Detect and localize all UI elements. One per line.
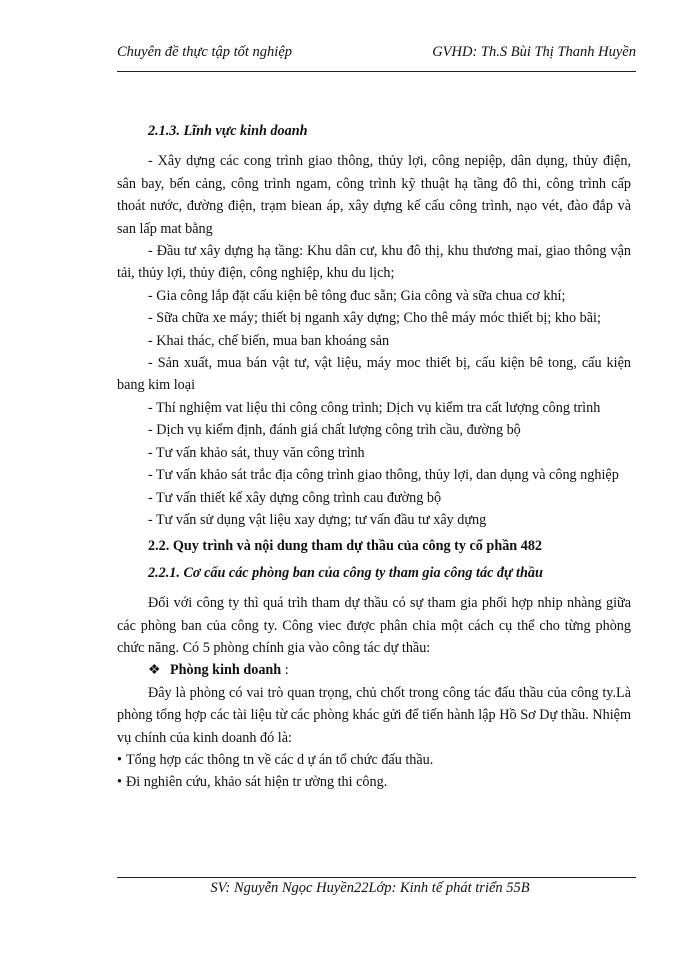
footer-divider (117, 877, 636, 878)
header-divider (117, 71, 636, 72)
intro-paragraph: Đối với công ty thì quá trìh tham dự thầu có sự tham gia phối hợp nhip nhàng giữa các phòng ban của công ty. Công viec được phân chia một cách cụ thể cho từng phòng chức năng. Có 5 phòng chính gia vào công tác dự thầu: (117, 595, 631, 656)
list-item: - Tư vấn sử dụng vật liệu xay dựng; tư vấn đầu tư xây dựng (148, 511, 487, 528)
page-header (117, 44, 636, 68)
dot-bullet-icon: • (117, 751, 122, 768)
bullet-heading-colon: : (281, 662, 289, 679)
list-item: - Tư vấn thiết kế xây dựng công trình cau đường bộ (148, 489, 442, 506)
section-2-1-3-title: 2.1.3. Lĩnh vực kinh doanh (148, 123, 308, 139)
header-topic: Chuyên đề thực tập tốt nghiệp (117, 44, 293, 60)
footer-student: SV: Nguyễn Ngọc Huyền22Lớp: Kinh tế phát triển 55B (210, 880, 530, 896)
bullet-heading (117, 659, 631, 681)
list-item: - Tư vấn khảo sát trắc địa công trình giao thông, thủy lợi, dan dụng và công nghiệp (148, 467, 619, 484)
diamond-bullet-icon: ❖ (148, 662, 161, 679)
dot-list-text: Tổng hợp các thông tn về các d ự án tổ chức đấu thầu. (126, 751, 434, 768)
department-paragraph: Đây là phòng có vai trò quan trọng, chủ chốt trong công tác đấu thầu của công ty.Là phòng tổng hợp các tài liệu từ các phòng khác gửi để tiến hành lập Hồ Sơ Dự thầu. Nhiệm vụ chính của kinh doanh đó là: (117, 684, 631, 746)
dot-bullet-icon: • (117, 774, 122, 791)
list-item: - Khai thác, chế biến, mua ban khoáng sản (148, 332, 390, 349)
list-item: - Thí nghiệm vat liệu thi công công trình; Dịch vụ kiểm tra cất lượng công trình (148, 399, 601, 416)
page-body (117, 120, 631, 794)
spacer (117, 531, 631, 533)
bullet-heading-label: Phòng kinh doanh (170, 662, 282, 679)
list-item: - Đầu tư xây dựng hạ tầng: Khu dân cư, khu đô thị, khu thương mai, giao thông vận tải, thủy lợi, thủy điện, công nghiệp, khu du lịch; (117, 243, 631, 282)
header-supervisor: GVHD: Th.S Bùi Thị Thanh Huyền (432, 44, 636, 60)
dot-list-item (117, 771, 631, 793)
list-item: - Dịch vụ kiểm định, đánh giá chất lượng công trìh cầu, đường bộ (148, 422, 521, 439)
list-item: - Gia công lắp đặt cấu kiện bê tông đuc sẵn; Gia công và sữa chua cơ khí; (148, 287, 566, 304)
list-item: - Sữa chữa xe máy; thiết bị nganh xây dựng; Cho thê máy móc thiết bị; kho bãi; (148, 310, 601, 327)
section-2-2-title: 2.2. Quy trình và nội dung tham dự thầu của công ty cổ phần 482 (148, 538, 543, 555)
dot-list-item (117, 749, 631, 771)
list-item: - Xây dựng các cong trình giao thông, thủy lợi, công nepiệp, dân dụng, thủy điện, sân bay, bến cảng, công trình ngam, công trình kỹ thuật hạ tầng đô thi, công trình cấp thoát nước, đường điện, trạm biean áp, xây dựng kế cấu công trình, nạo vét, đào đắp và san lấp mat bằng (117, 153, 631, 237)
dot-list-text: Đi nghiên cứu, khảo sát hiện tr ường thi công. (126, 774, 388, 791)
list-item: - Sản xuất, mua bán vật tư, vật liệu, máy moc thiết bị, cấu kiện bê tong, cấu kiện bang kim loại (117, 355, 631, 394)
list-item: - Tư vấn khảo sát, thuy văn công trình (148, 444, 365, 461)
section-2-2-1-title: 2.2.1. Cơ cấu các phòng ban của công ty tham gia công tác đự thầu (148, 564, 543, 581)
page-footer (0, 880, 700, 897)
